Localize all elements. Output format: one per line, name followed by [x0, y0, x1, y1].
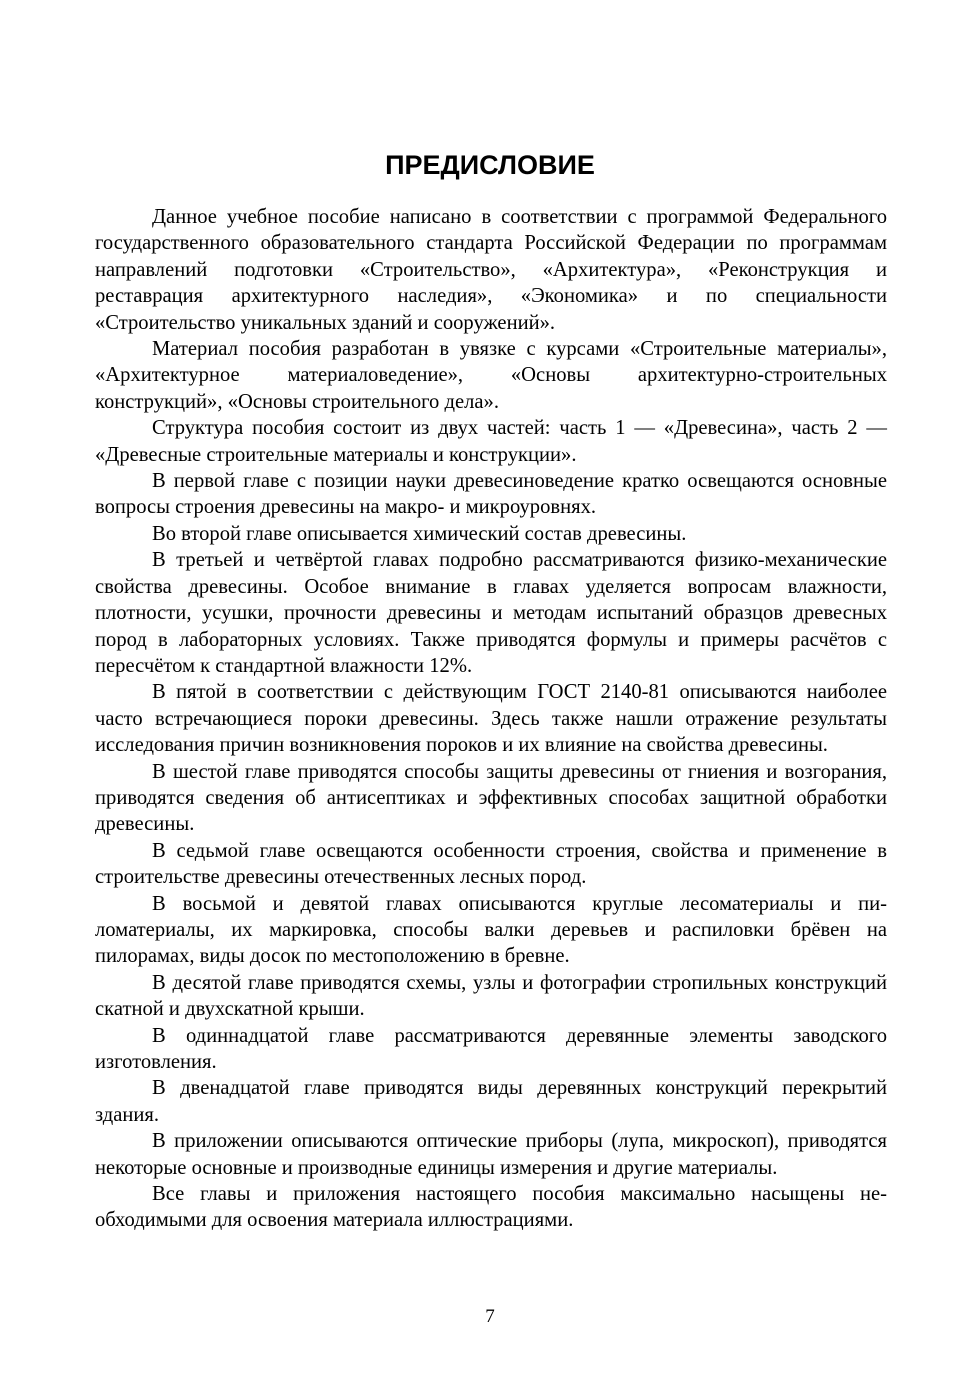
paragraph-chapter-1: В первой главе с позиции науки древесиноведение кратко освещаются основные вопросы строения древесины на макро- и микроуровнях.: [95, 470, 887, 519]
paragraph-closing: Все главы и приложения настоящего пособия максимально насыщены необходимыми для освоения материала иллюстрациями.: [95, 1183, 887, 1232]
paragraph-intro: Данное учебное пособие написано в соответствии с программой Федерального государственного образовательного стандарта Российской Федерации по программам направлений подготовки «Строительство», «Архитектура», «Реконструкция и реставрация архитектурного наследия», «Экономика» и по специальности «Строительство уникальных зданий и сооружений».: [95, 206, 887, 334]
preface-body: [95, 204, 887, 1234]
paragraph-chapter-11: В одиннадцатой главе рассматриваются деревянные элементы заводского изготовления.: [95, 1024, 887, 1073]
paragraph-chapter-10: В десятой главе приводятся схемы, узлы и фотографии стропильных конструкций скатной и двухскатной крыши.: [95, 971, 887, 1021]
paragraph-chapter-2: Во второй главе описывается химический состав древесины.: [152, 522, 687, 545]
paragraph-structure: Структура пособия состоит из двух частей: часть 1 — «Древесина», часть 2 — «Древесные строительные материалы и конструкции».: [95, 417, 887, 466]
paragraph-chapter-6: В шестой главе приводятся способы защиты древесины от гниения и возгорания, приводятся сведения об антисептиках и эффективных способах защитной обработки древесины.: [95, 760, 887, 836]
page-title: ПРЕДИСЛОВИЕ: [385, 150, 595, 180]
page-number: 7: [485, 1306, 495, 1327]
paragraph-chapter-7: В седьмой главе освещаются особенности строения, свойства и применение в строительстве древесины отечественных лесных пород.: [95, 839, 887, 889]
paragraph-courses: Материал пособия разработан в увязке с курсами «Строительные материалы», «Архитектурное материаловедение», «Основы архитектурно-строительных конструкций», «Основы строительного дела».: [95, 338, 887, 413]
paragraph-chapter-12: В двенадцатой главе приводятся виды деревянных конструкций перекрытий здания.: [95, 1077, 887, 1126]
paragraph-chapters-8-9: В восьмой и девятой главах описываются круглые лесоматериалы и пиломатериалы, их маркировка, способы валки деревьев и распиловки брёвен на пилорамах, виды досок по местоположению в бревне.: [95, 892, 887, 968]
paragraph-chapters-3-4: В третьей и четвёртой главах подробно рассматриваются физико-механические свойства древесины. Особое внимание в главах уделяется вопросам влажности, плотности, усушки, прочности древесины и методам испытаний образцов древесных пород в лабораторных условиях. Также приводятся формулы и примеры расчётов с пересчётом к стандартной влажности 12%.: [95, 549, 887, 677]
paragraph-appendix: В приложении описываются оптические приборы (лупа, микроскоп), приводятся некоторые основные и производные единицы измерения и другие материалы.: [95, 1130, 887, 1179]
paragraph-chapter-5: В пятой в соответствии с действующим ГОСТ 2140-81 описываются наиболее часто встречающиеся пороки древесины. Здесь также нашли отражение результаты исследования причин возникновения пороков и их влияние на свойства древесины.: [95, 681, 887, 757]
